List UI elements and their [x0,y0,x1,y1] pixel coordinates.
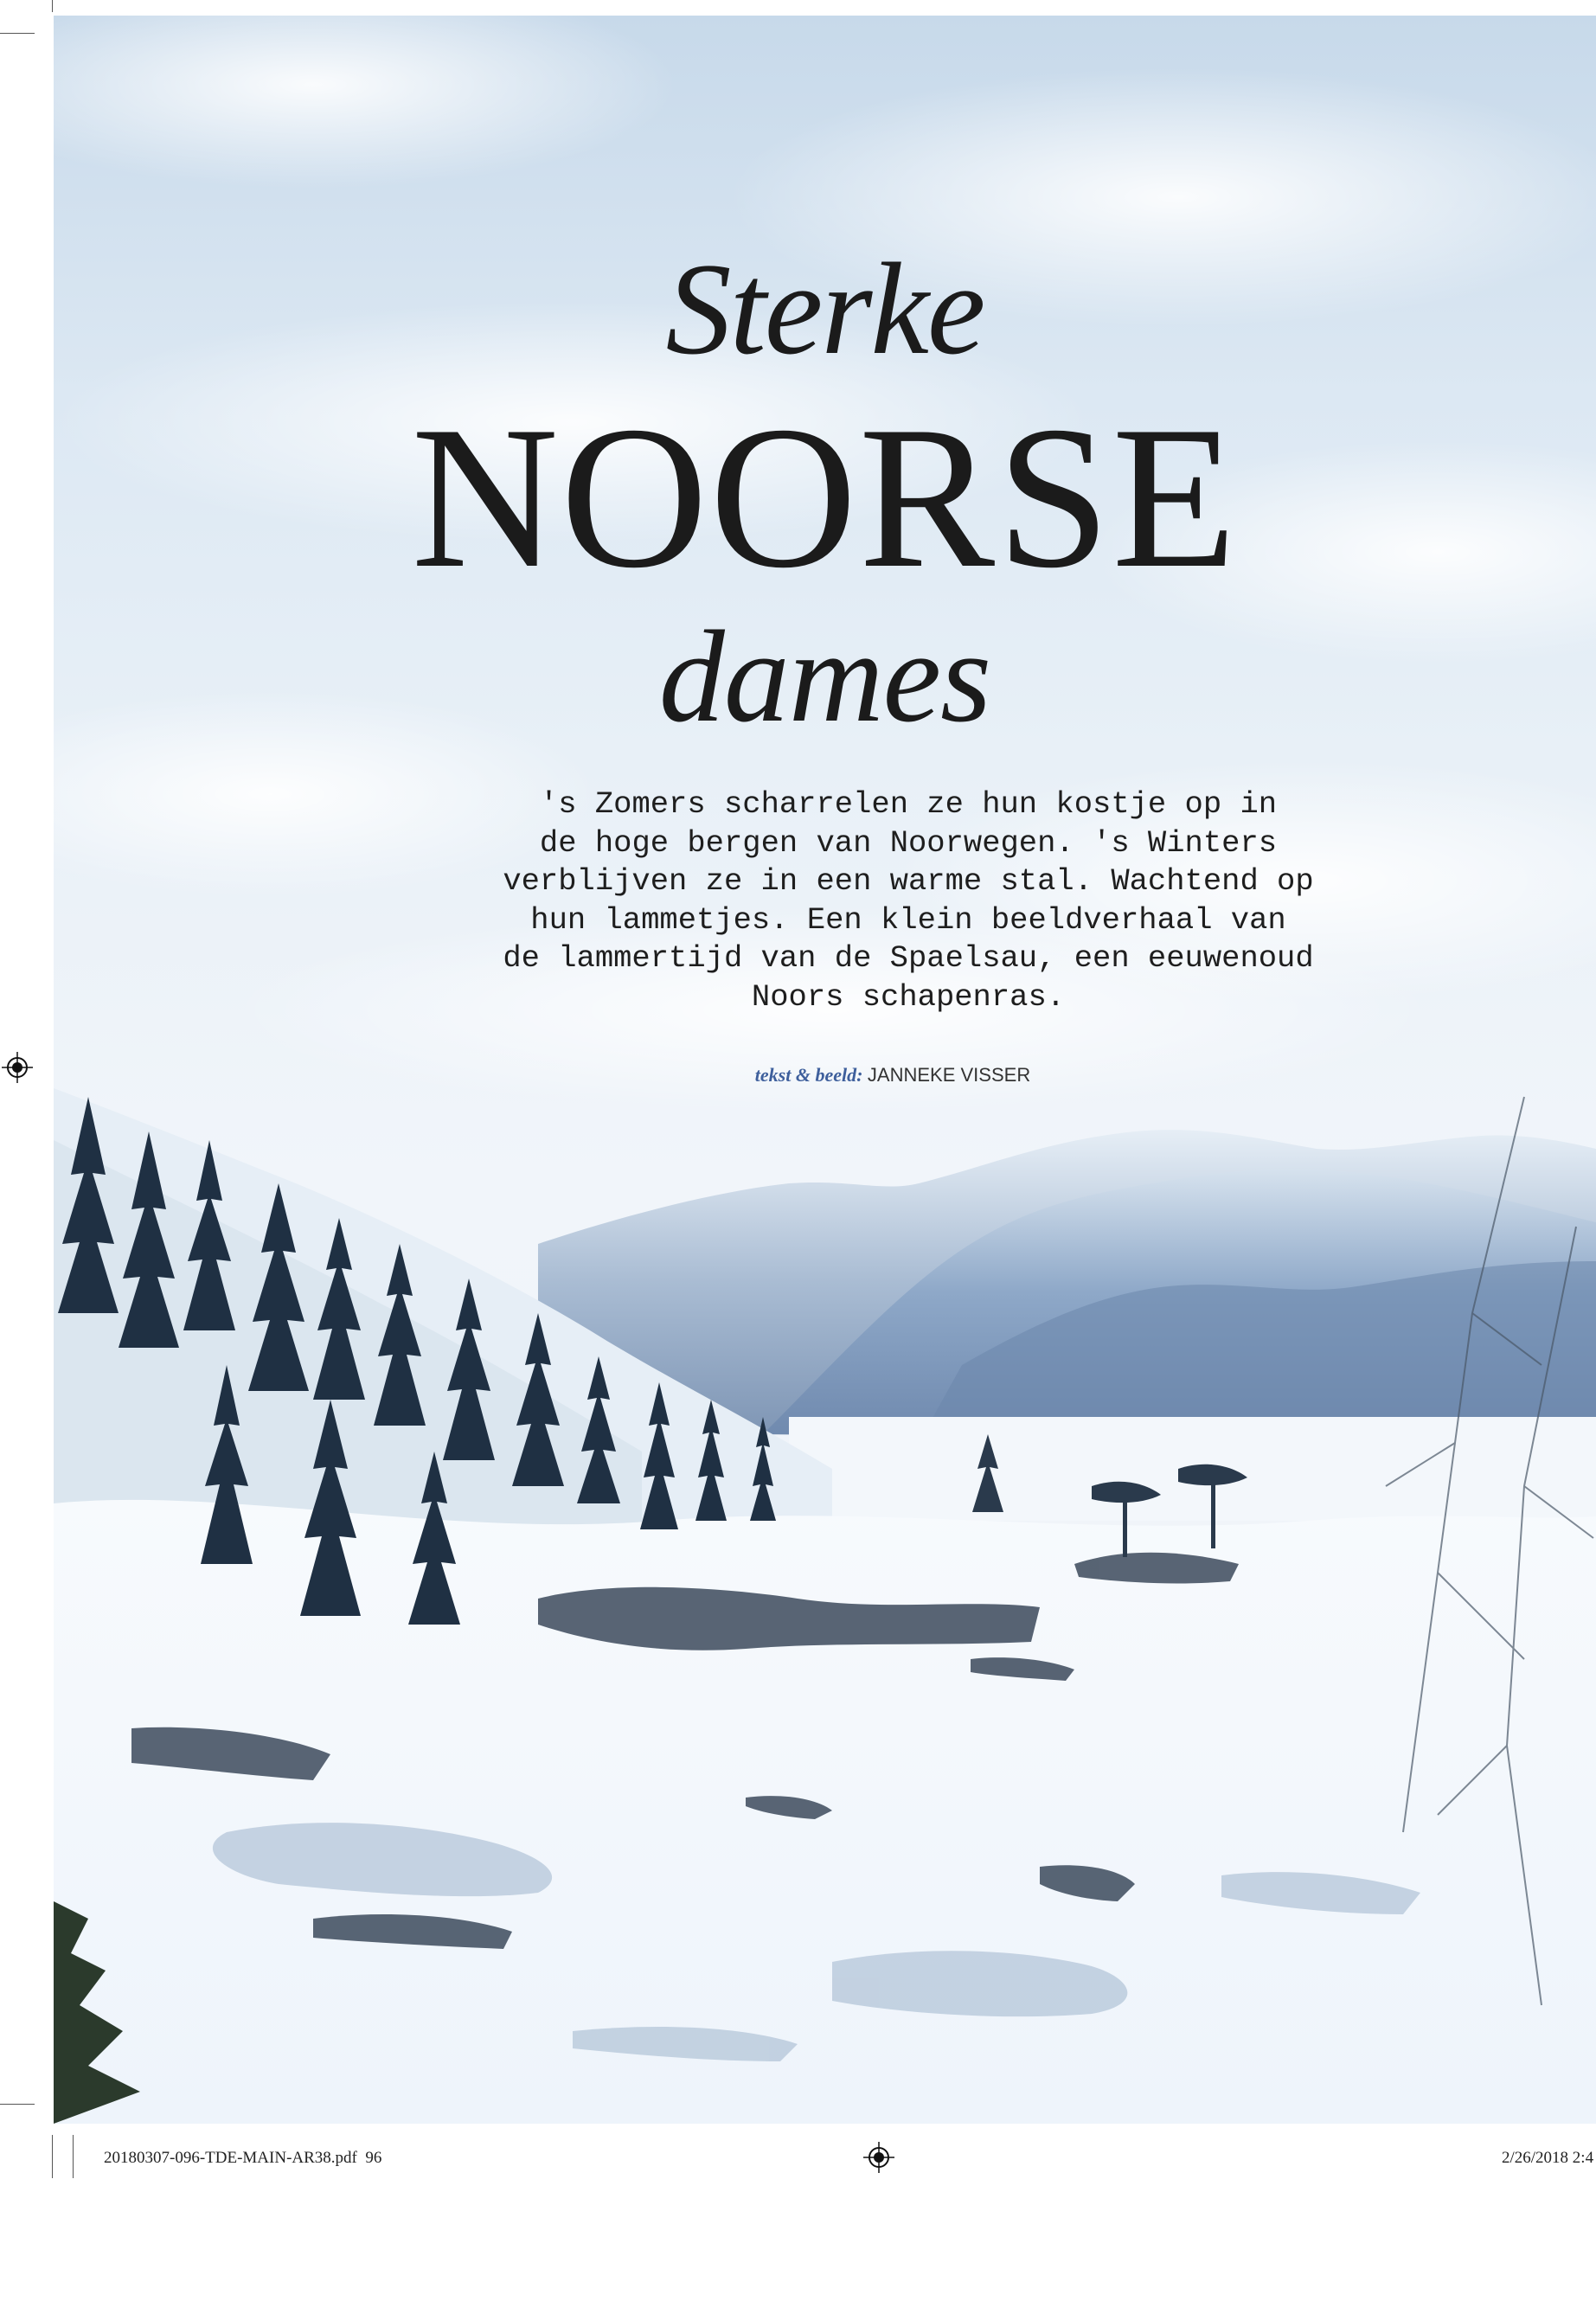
footer-page-number: 96 [365,2149,382,2167]
crop-mark-top-left [0,33,35,34]
crop-mark-bottom-left [0,2104,35,2105]
headline-line-1: Sterke [665,236,984,381]
intro-line: verblijven ze in een warme stal. Wachtend op [503,863,1314,899]
intro-line: de lammertijd van de Spaelsau, een eeuwenoud [503,940,1314,976]
registration-mark-left [2,1052,33,1083]
intro-line: 's Zomers scharrelen ze hun kostje op in [539,786,1278,822]
headline-line-3: dames [658,604,991,749]
byline-label: tekst & beeld: [754,1064,863,1086]
intro-line: de hoge bergen van Noorwegen. 's Winters [539,824,1278,861]
crop-mark-bottom [52,2135,53,2178]
footer-file-name: 20180307-096-TDE-MAIN-AR38.pdf [104,2149,357,2167]
intro-line: hun lammetjes. Een klein beeldverhaal van [530,901,1286,938]
crop-mark-bottom-2 [73,2135,74,2178]
headline-line-2: NOORSE [411,385,1239,611]
byline-author: JANNEKE VISSER [867,1064,1031,1086]
byline [54,1064,1596,1086]
footer-date: 2/26/2018 2:4 [1502,2149,1594,2167]
crop-mark-top [52,0,53,12]
intro-line: Noors schapenras. [751,978,1066,1015]
intro-paragraph [476,785,1341,1016]
footer-slug-file [104,2149,381,2168]
registration-mark-bottom [863,2142,894,2173]
